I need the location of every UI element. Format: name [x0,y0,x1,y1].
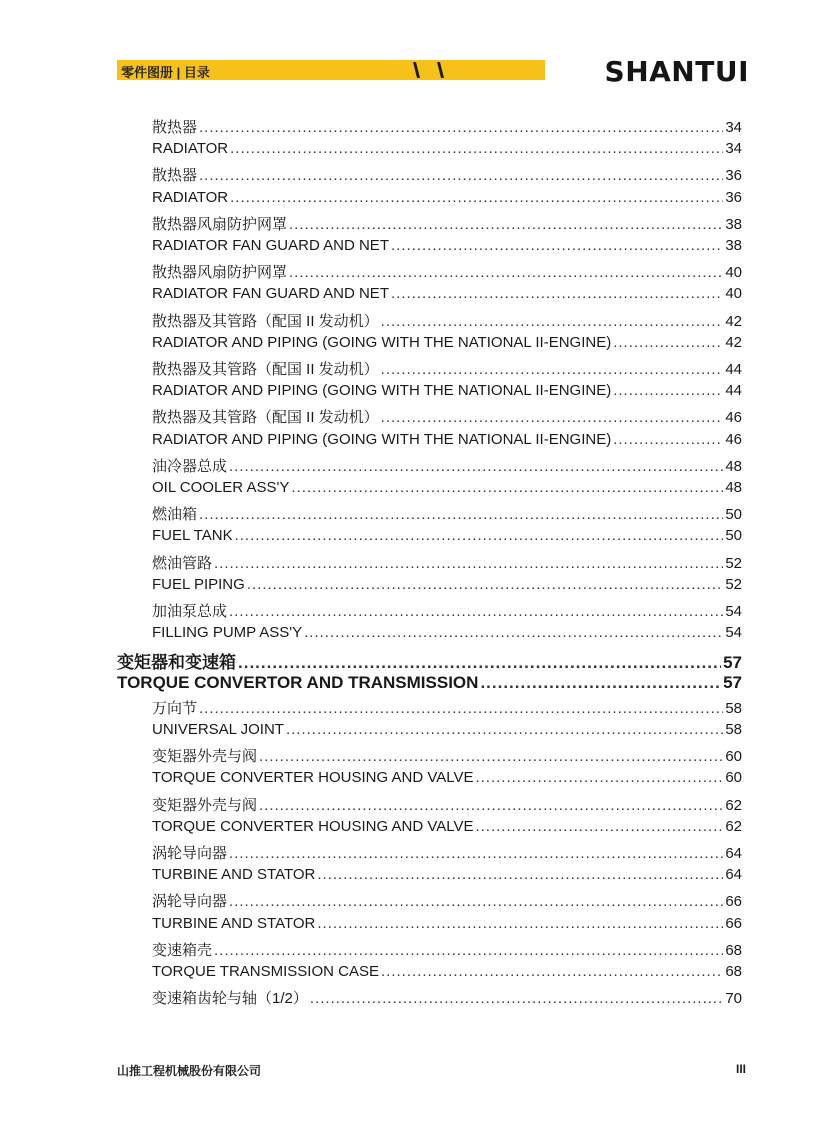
toc-entry-title: 散热器及其管路（配国 II 发动机） [152,409,379,427]
toc-entry-page: 52 [725,554,742,572]
toc-entry-title: 加油泵总成 [152,603,228,620]
toc-entry-page: 57 [723,672,742,692]
toc-entry[interactable] [152,237,742,257]
toc-entry-page: 36 [725,167,742,185]
footer-company: 山推工程机械股份有限公司 [117,1064,262,1078]
toc-entry-page: 60 [725,748,742,766]
toc-dot-leader [381,963,723,980]
toc-entry-page: 62 [725,796,742,814]
toc-entry[interactable] [152,189,742,209]
toc-dot-leader [317,866,723,883]
toc-entry-page: 42 [725,333,742,351]
toc-dot-leader [247,576,724,593]
toc-dot-leader [391,237,723,254]
toc-dot-leader [229,893,723,910]
toc-entry-page: 46 [725,409,742,427]
toc-dot-leader [613,334,723,351]
toc-entry-title: TURBINE AND STATOR [152,866,316,884]
toc-entry-title: 变矩器外壳与阀 [152,748,258,766]
toc-entry-page: 70 [725,990,742,1008]
toc-entry[interactable] [152,382,742,402]
toc-dot-leader [291,479,723,496]
toc-entry-page: 54 [725,624,742,642]
toc-entry-page: 38 [725,237,742,254]
toc-dot-leader [613,431,723,448]
toc-entry[interactable] [152,261,742,281]
toc-entry[interactable] [152,890,742,910]
toc-entry-title: 燃油箱 [152,506,198,524]
toc-dot-leader [475,769,723,786]
toc-entry[interactable] [152,939,742,959]
toc-entry-title: 变速箱壳 [152,941,213,959]
toc-dot-leader [199,700,723,717]
toc-dot-leader [229,845,723,862]
toc-entry[interactable] [152,745,742,765]
toc-entry-page: 42 [725,312,742,330]
toc-entry[interactable] [152,116,742,136]
toc-entry-page: 64 [725,866,742,884]
toc-entry-title: RADIATOR FAN GUARD AND NET [152,285,389,303]
toc-dot-leader [238,653,721,673]
toc-entry[interactable] [152,963,742,983]
toc-dot-leader [230,140,723,157]
toc-entry-title: 散热器及其管路（配国 II 发动机） [152,361,379,378]
toc-entry-page: 46 [725,430,742,448]
toc-dot-leader [289,264,723,281]
toc-entry[interactable] [152,285,742,305]
toc-entry[interactable] [152,455,742,475]
toc-entry[interactable] [152,527,742,547]
toc-entry[interactable] [152,213,742,233]
toc-dot-leader [381,313,724,330]
toc-entry[interactable] [152,358,742,378]
toc-entry-page: 62 [725,817,742,835]
toc-entry-title: 油冷器总成 [152,457,228,475]
toc-entry[interactable] [152,600,742,620]
toc-entry-title: 散热器 [152,167,198,185]
toc-entry[interactable] [152,576,742,596]
toc-entry[interactable] [152,624,742,644]
toc-entry-page: 57 [723,653,742,673]
toc-entry-title: RADIATOR FAN GUARD AND NET [152,237,389,254]
toc-dot-leader [304,624,723,641]
toc-entry-title: RADIATOR [152,140,229,158]
toc-entry-page: 64 [725,845,742,862]
toc-entry-title: 变速箱齿轮与轴（1/2） [152,990,308,1008]
toc-dot-leader [214,555,723,572]
toc-entry[interactable] [152,310,742,330]
toc-entry-page: 66 [725,914,742,932]
toc-dot-leader [317,915,723,932]
toc-dot-leader [229,458,723,475]
toc-dot-leader [613,382,723,399]
toc-entry-title: 散热器及其管路（配国 II 发动机） [152,312,379,330]
toc-entry[interactable] [152,479,742,499]
toc-section-entry[interactable] [117,648,742,673]
toc-entry-page: 38 [725,215,742,233]
toc-entry-page: 40 [725,285,742,303]
toc-entry[interactable] [152,140,742,160]
toc-entry-page: 68 [725,963,742,980]
toc-entry[interactable] [152,334,742,354]
toc-entry-page: 34 [725,119,742,136]
toc-entry-page: 50 [725,527,742,545]
toc-entry-page: 44 [725,382,742,400]
toc-entry-title: OIL COOLER ASS'Y [152,479,290,496]
toc-dot-leader [199,119,723,136]
toc-entry[interactable] [152,794,742,814]
brand-logo: SHANTUI [604,55,749,88]
toc-entry[interactable] [152,164,742,184]
toc-entry-page: 44 [725,361,742,378]
toc-dot-leader [381,361,724,378]
toc-entry-page: 54 [725,603,742,620]
toc-dot-leader [230,189,723,206]
toc-dot-leader [310,990,723,1007]
header-title: 零件图册 | 目录 [121,65,210,80]
toc-entry-title: 万向节 [152,699,198,717]
toc-entry-title: TORQUE CONVERTER HOUSING AND VALVE [152,817,474,835]
toc-entry-page: 50 [725,506,742,524]
toc-dot-leader [480,673,721,693]
toc-entry-title: 燃油管路 [152,554,213,572]
toc-entry-title: RADIATOR AND PIPING (GOING WITH THE NATIONAL II-ENGINE) [152,333,612,351]
toc-dot-leader [235,527,724,544]
toc-entry-title: 涡轮导向器 [152,845,228,862]
toc-entry-title: 变矩器外壳与阀 [152,796,258,814]
toc-entry[interactable] [152,503,742,523]
toc-entry[interactable] [152,721,742,741]
toc-entry-title: FILLING PUMP ASS'Y [152,624,303,642]
toc-entry[interactable] [152,818,742,838]
toc-entry-title: RADIATOR AND PIPING (GOING WITH THE NATIONAL II-ENGINE) [152,382,612,400]
toc-entry[interactable] [152,552,742,572]
toc-dot-leader [259,797,723,814]
toc-entry-page: 34 [725,140,742,158]
toc-entry-title: 散热器风扇防护网罩 [152,215,288,233]
toc-entry-title: FUEL TANK [152,527,233,545]
toc-entry-page: 60 [725,769,742,787]
toc-entry-title: 变矩器和变速箱 [117,653,236,673]
toc-entry-page: 52 [725,575,742,593]
toc-entry-title: 散热器 [152,119,198,136]
toc-dot-leader [381,409,724,426]
toc-dot-leader [289,216,723,233]
toc-dot-leader [229,603,723,620]
toc-entry-title: TORQUE TRANSMISSION CASE [152,963,379,980]
toc-entry-title: TURBINE AND STATOR [152,914,316,932]
toc-entry-title: 涡轮导向器 [152,893,228,911]
toc-entry-title: TORQUE CONVERTER HOUSING AND VALVE [152,769,474,787]
toc-entry-page: 58 [725,699,742,717]
toc-entry-title: 散热器风扇防护网罩 [152,264,288,282]
toc-entry-title: UNIVERSAL JOINT [152,721,284,738]
toc-entry[interactable] [152,406,742,426]
toc-entry[interactable] [152,697,742,717]
toc-dot-leader [199,167,723,184]
toc-dot-leader [259,748,723,765]
toc-entry-page: 48 [725,479,742,496]
toc-entry-page: 58 [725,721,742,738]
toc-dot-leader [286,721,723,738]
toc-dot-leader [391,285,723,302]
toc-entry[interactable] [152,915,742,935]
toc-dot-leader [214,942,723,959]
toc-entry-page: 36 [725,188,742,206]
toc-entry-page: 68 [725,941,742,959]
toc-entry-title: RADIATOR [152,188,229,206]
toc-entry-title: TORQUE CONVERTOR AND TRANSMISSION [117,672,479,692]
toc-entry[interactable] [152,431,742,451]
toc-dot-leader [475,818,723,835]
toc-entry-page: 48 [725,457,742,475]
toc-entry[interactable] [152,987,742,1007]
toc-entry-page: 66 [725,893,742,911]
toc-entry[interactable] [152,769,742,789]
toc-section-entry[interactable] [117,673,742,693]
toc-dot-leader [199,506,723,523]
toc-entry[interactable] [152,866,742,886]
toc-entry[interactable] [152,842,742,862]
footer-page-number: III [735,1062,746,1076]
toc-entry-page: 40 [725,264,742,282]
toc-entry-title: RADIATOR AND PIPING (GOING WITH THE NATIONAL II-ENGINE) [152,430,612,448]
toc-entry-title: FUEL PIPING [152,575,245,593]
